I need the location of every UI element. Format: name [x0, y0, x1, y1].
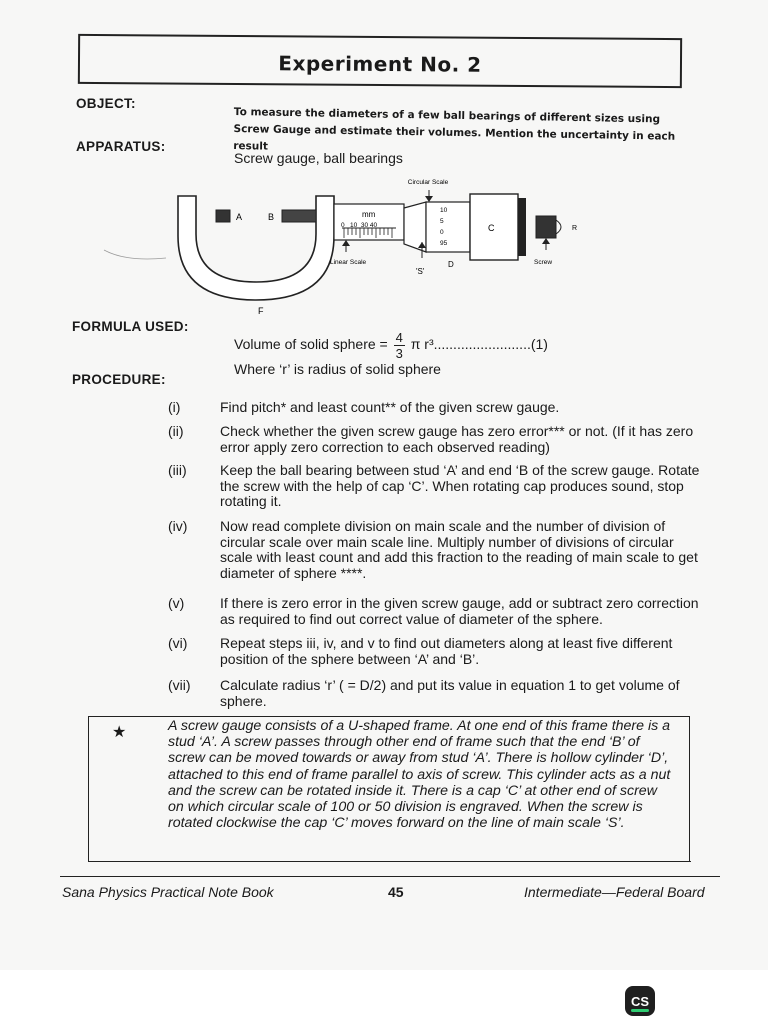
object-heading: OBJECT: [76, 96, 136, 111]
formula-heading: FORMULA USED: [72, 319, 189, 334]
stud-a [216, 210, 230, 222]
step-number: (iii) [168, 462, 187, 478]
thimble-body [426, 202, 470, 252]
ratchet-end [556, 220, 561, 234]
formula-prefix: Volume of solid sphere = [234, 336, 388, 353]
step-number: (i) [168, 399, 181, 415]
camscanner-logo-icon [625, 986, 655, 1016]
label-b: B [268, 212, 275, 222]
fraction-denominator: 3 [395, 346, 403, 361]
title-box [78, 34, 682, 88]
apparatus-heading: APPARATUS: [76, 139, 166, 154]
screw-end-b [282, 210, 316, 222]
star-icon: ★ [112, 724, 127, 741]
step-text: Now read complete division on main scale and the number of division of circular scale over main scale line. Multiply number of divisions of circular scale with least count and add this fraction to the reading of main scale to get diameter of sphere ****. [220, 518, 698, 581]
label-circ-10: 10 [440, 207, 448, 214]
label-circ-5: 5 [440, 218, 444, 225]
ratchet-screw [536, 216, 556, 238]
procedure-heading: PROCEDURE: [72, 372, 166, 387]
formula-suffix: π r³.........................(1) [410, 336, 548, 353]
label-circ-0: 0 [440, 229, 444, 236]
label-r: R [572, 225, 578, 232]
label-d: D [448, 260, 454, 269]
page-title: Experiment No. 2 [278, 51, 482, 77]
step-text: Keep the ball bearing between stud ‘A’ and end ‘B of the screw gauge. Rotate the screw with the help of cap ‘C’. When rotating cap produces sound, stop rotating it. [220, 462, 700, 509]
step-number: (ii) [168, 423, 184, 439]
footer-book-title: Sana Physics Practical Note Book [62, 884, 274, 900]
step-text: Calculate radius ‘r’ ( = D/2) and put its value in equation 1 to get volume of sphere. [220, 677, 680, 709]
object-text: To measure the diameters of a few ball bearings of different sizes using Screw Gauge and estimate their volumes. Mention the uncertainty in each result [233, 105, 676, 153]
cap-ring [518, 198, 526, 256]
step-number: (iv) [168, 518, 188, 534]
formula [234, 330, 548, 361]
fraction [394, 330, 405, 361]
step-text: If there is zero error in the given screw gauge, add or subtract zero correction as required to find out correct value of diameter of the sphere. [220, 595, 699, 627]
label-circ-95: 95 [440, 240, 448, 247]
apparatus-text: Screw gauge, ball bearings [234, 150, 403, 166]
footnote-text: A screw gauge consists of a U-shaped frame. At one end of this frame there is a stud ‘A’. A screw passes through other end of frame such that the end ‘B’ of screw can be moved towards or away from stud ‘A’. There is hollow cylinder ‘D’, attached to this end of frame parallel to axis of screw. This cylinder acts as a nut and the screw can be rotated inside it. There is a cap ‘C’ at other end of screw on which circular scale of 100 or 50 division is engraved. When the screw is rotated clockwise the cap ‘C’ moves forward on the line of main scale ‘S’. [168, 718, 671, 832]
formula-where: Where ‘r’ is radius of solid sphere [234, 361, 441, 377]
label-linear-scale: Linear Scale [330, 259, 367, 266]
page-number: 45 [388, 884, 404, 900]
label-screw: Screw [534, 259, 553, 266]
step-text: Check whether the given screw gauge has zero error*** or not. (If it has zero error apply zero correction to each observed reading) [220, 423, 694, 455]
footer-rule [60, 876, 720, 877]
label-circular-scale: Circular Scale [407, 179, 449, 186]
label-s: 'S' [416, 267, 425, 276]
label-c: C [488, 223, 495, 233]
step-text: Repeat steps iii, iv, and v to find out diameters along at least five different position of the sphere between ‘A’ and ‘B’. [220, 635, 673, 667]
label-f: F [258, 306, 264, 316]
footer-board: Intermediate—Federal Board [524, 884, 705, 900]
step-number: (vi) [168, 635, 188, 651]
label-mm: mm [362, 210, 376, 219]
step-text: Find pitch* and least count** of the given screw gauge. [220, 399, 560, 415]
screw-gauge-diagram [96, 172, 596, 322]
label-a: A [236, 212, 243, 222]
fraction-numerator: 4 [395, 330, 403, 345]
step-number: (vii) [168, 677, 191, 693]
label-main-scale-ticks: 0 10 30 40 [341, 222, 378, 229]
step-number: (v) [168, 595, 185, 611]
camscanner-logo-text: CS [630, 994, 650, 1009]
